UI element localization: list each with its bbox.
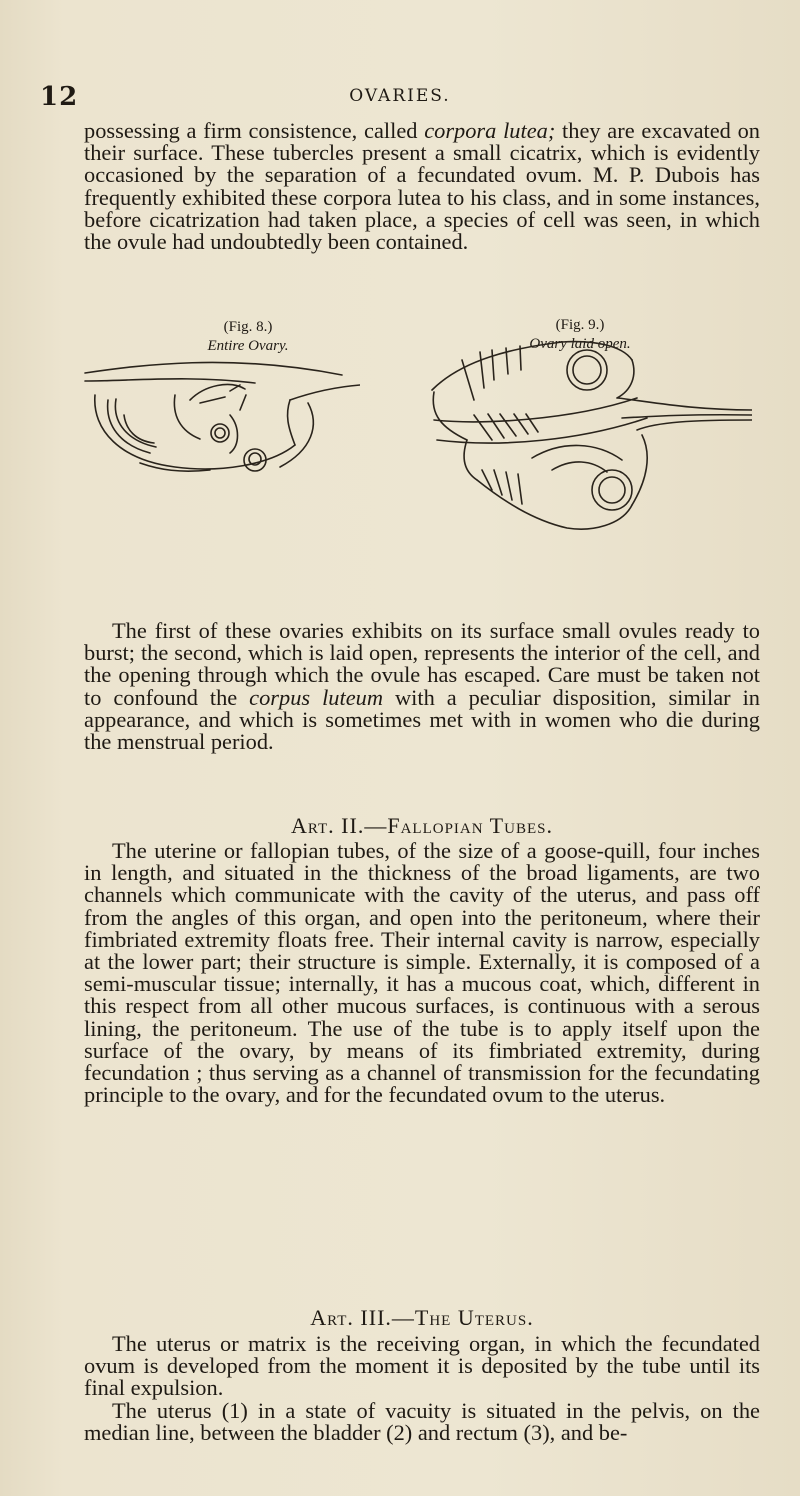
paragraph-ovaries-explanation <box>84 620 760 753</box>
para1-text-a: possessing a firm consistence, called <box>84 118 425 143</box>
page-number: 12 <box>40 82 79 112</box>
figure-ovary-laid-open <box>422 330 752 535</box>
fig9-number: (Fig. 9.) <box>555 317 605 333</box>
para1-italic-term: corpora lutea; <box>424 118 556 143</box>
running-title: OVARIES. <box>349 86 451 106</box>
section-heading-uterus: Art. III.—The Uterus. <box>310 1305 534 1330</box>
paragraph-uterus-position: The uterus (1) in a state of vacuity is situated in the pelvis, on the median line, between the bladder (2) and rectum (3), and be- <box>84 1397 760 1445</box>
fig8-number: (Fig. 8.) <box>223 319 273 335</box>
fig8-caption: Entire Ovary. <box>207 338 289 354</box>
paragraph-uterus-definition: The uterus or matrix is the receiving organ, in which the fecundated ovum is developed from the moment it is deposited by the tube until its final expulsion. The uterus (1) in a state of vacuity is situated in the pelvis, on the median line, between the bladder (2) and rectum (3), and be- <box>84 1331 760 1445</box>
paragraph-fallopian-tubes: The uterine or fallopian tubes, of the size of a goose-quill, four inches in length, and situated in the thickness of the broad ligaments, are two channels which communicate with the cavity of the uterus, and pass off from the angles of this organ, and open into the peritoneum, where their fimbriated extremity floats free. Their internal cavity is narrow, especially at the lower part; their structure is simple. Externally, it is composed of a semi-muscular tissue; internally, it has a mucous coat, which, different in this respect from all other mucous surfaces, is continuous with a serous lining, the peritoneum. The use of the tube is to apply itself upon the surface of the ovary, by means of its fimbriated extremity, during fecundation ; thus serving as a channel of transmission for the fecundating principle to the ovary, and for the fecundated ovum to the uterus. <box>84 838 760 1108</box>
page-header <box>40 82 760 112</box>
para2-text-c: with a peculiar disposition, similar in appearance, and which is sometimes met with in women who die during the menstrual period. <box>84 684 760 755</box>
paragraph-corpora-lutea <box>84 120 760 253</box>
para2-italic-term: corpus luteum <box>249 684 384 710</box>
fig8-caption-block <box>188 318 308 356</box>
para1-text-c: they are excavated on their surface. These tubercles present a small cicatrix, which is evidently occasioned by the separation of a fecundated ovum. M. P. Dubois has frequently exhibited these corpora lutea to his class, and in some instances, before cicatrization had taken place, a species of cell was seen, in which the ovule had undoubtedly been contained. <box>84 118 760 255</box>
figure-entire-ovary <box>80 355 360 480</box>
section-heading-fallopian-tubes: Art. II.—Fallopian Tubes. <box>291 813 553 838</box>
para2-text-a: The first of these ovaries exhibits on its surface small ovules ready to burst; the second, which is laid open, represents the interior of the cell, and the opening through which the ovule has escaped. Care must be taken not to confound the <box>84 618 760 710</box>
fig9-caption: Ovary laid open. <box>529 336 631 352</box>
